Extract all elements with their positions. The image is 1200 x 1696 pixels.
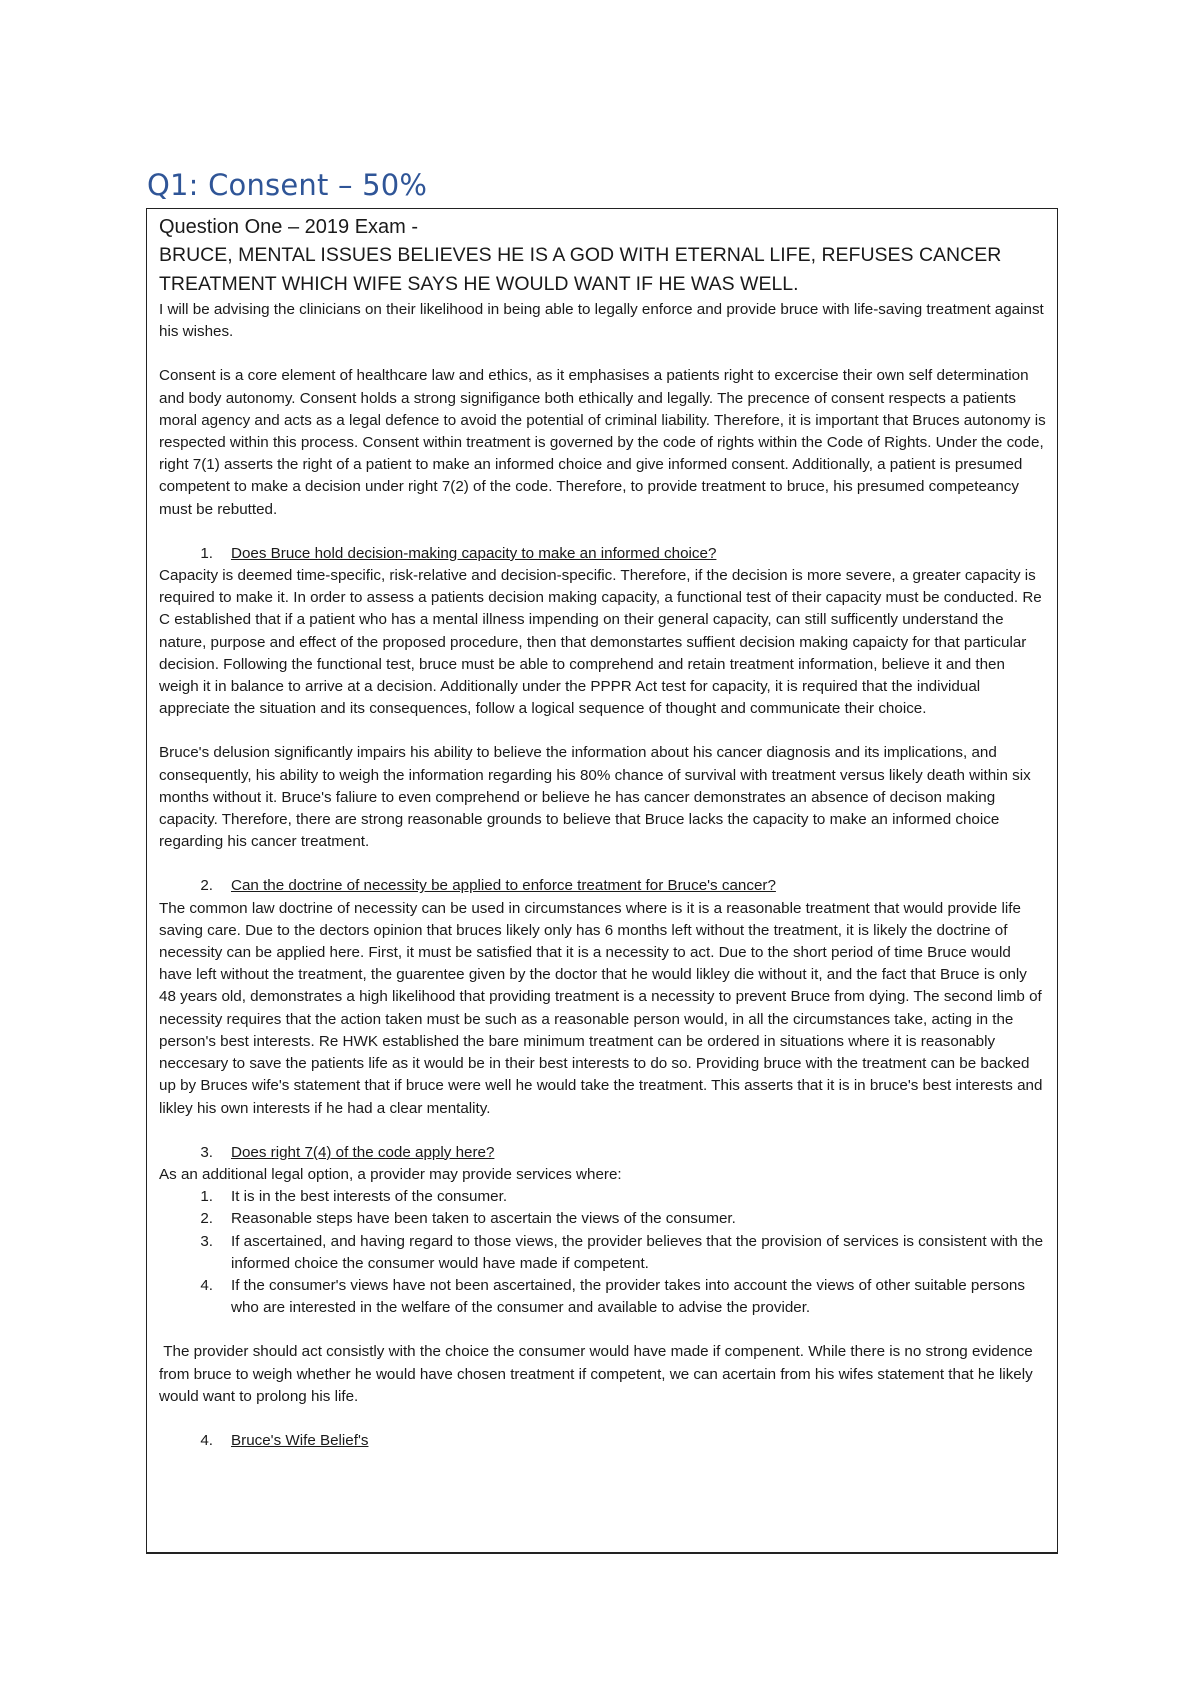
- section-title: Does Bruce hold decision-making capacity to make an informed choice?: [231, 544, 717, 562]
- question-title: Question One – 2019 Exam -: [159, 216, 419, 238]
- list-text: If ascertained, and having regard to those views, the provider believes that the provision of services is consistent with the informed choice the consumer would have made if competent.: [231, 1232, 1044, 1272]
- section-3-paragraph: The provider should act consistly with the choice the consumer would have made if compenent. While there is no strong evidence from bruce to weigh whether he would have chosen treatment if competent, we can acertain from his wifes statement that he likely would want to prolong his life.: [159, 1343, 1037, 1405]
- list-number: 3.: [200, 1232, 213, 1250]
- section-number: 4.: [200, 1431, 213, 1449]
- answer-box: [146, 208, 1058, 1554]
- section-1-paragraph: Capacity is deemed time-specific, risk-relative and decision-specific. Therefore, if the decision is more severe, a greater capacity is required to make it. In order to assess a patients decision making capacity, a functional test of their capacity must be conducted. Re C established that if a patient who has a mental illness impending on their general capacity, can still sufficently understand the nature, purpose and effect of the proposed procedure, then that demonstartes suffient decision making capaicty for that particular decision. Following the functional test, bruce must be able to comprehend and retain treatment information, believe it and then weigh it in balance to arrive at a decision. Additionally under the PPPR Act test for capacity, it is required that the individual appreciate the situation and its consequences, follow a logical sequence of thought and communicate their choice.: [159, 567, 1042, 718]
- section-2-paragraph: The common law doctrine of necessity can be used in circumstances where is it is a reasonable treatment that would provide life saving care. Due to the dectors opinion that bruces likely only has 6 months left without the treatment, it is likely the doctrine of necessity can be applied here. First, it must be satisfied that it is a necessity to act. Due to the short period of time Bruce would have left without the treatment, the guarentee given by the doctor that he would likley die without it, and the fact that Bruce is only 48 years old, demonstrates a high likelihood that providing treatment is a necessity to prevent Bruce from dying. The second limb of necessity requires that the action taken must be such as a reasonable person would, in all the circumstances take, acting in the person's best interests. Re HWK established the bare minimum treatment can be ordered in situations where it is reasonably neccesary to save the patients life as it would be in their best interests to do so. Providing bruce with the treatment can be backed up by Bruces wife's statement that if bruce were well he would take the treatment. This asserts that it is in bruce's best interests and likley his own interests if he had a clear mentality.: [159, 899, 1043, 1117]
- list-item: [159, 1208, 1047, 1230]
- intro-paragraph: I will be advising the clinicians on their likelihood in being able to legally enforce and provide bruce with life-saving treatment against his wishes.: [159, 301, 1044, 341]
- list-text: Reasonable steps have been taken to ascertain the views of the consumer.: [231, 1210, 736, 1228]
- list-number: 2.: [200, 1210, 213, 1228]
- section-number: 2.: [200, 877, 213, 895]
- section-number: 1.: [200, 544, 213, 562]
- page-heading: Q1: Consent – 50%: [147, 168, 428, 202]
- consent-paragraph: Consent is a core element of healthcare law and ethics, as it emphasises a patients right to excercise their own self determination and body autonomy. Consent holds a strong signifigance both ethically and legally. The precence of consent respects a patients moral agency and acts as a legal defence to avoid the potential of criminal liability. Therefore, it is important that Bruces autonomy is respected within this process. Consent within treatment is governed by the code of rights within the Code of Rights. Under the code, right 7(1) asserts the right of a patient to make an informed choice and give informed consent. Additionally, a patient is presumed competent to make a decision under right 7(2) of the code. Therefore, to provide treatment to bruce, his presumed competeancy must be rebutted.: [159, 367, 1046, 518]
- list-text: If the consumer's views have not been ascertained, the provider takes into account the views of other suitable persons who are interested in the welfare of the consumer and available to advise the provider.: [231, 1276, 1025, 1317]
- section-heading-1: [159, 543, 1047, 565]
- list-number: 1.: [200, 1188, 213, 1206]
- list-text: It is in the best interests of the consumer.: [231, 1188, 508, 1206]
- list-number: 4.: [200, 1276, 213, 1294]
- list-item: [159, 1231, 1047, 1275]
- section-heading-3: [159, 1142, 1047, 1164]
- section-3-lead: As an additional legal option, a provider may provide services where:: [159, 1165, 622, 1183]
- section-number: 3.: [200, 1143, 213, 1161]
- section-title: Can the doctrine of necessity be applied to enforce treatment for Bruce's cancer?: [231, 877, 776, 895]
- case-summary: BRUCE, MENTAL ISSUES BELIEVES HE IS A GOD WITH ETERNAL LIFE, REFUSES CANCER TREATMENT WHICH WIFE SAYS HE WOULD WANT IF HE WAS WELL.: [159, 244, 1002, 295]
- section-heading-4: [159, 1430, 1047, 1452]
- list-item: [159, 1186, 1047, 1208]
- section-heading-2: [159, 875, 1047, 897]
- section-1-paragraph: Bruce's delusion significantly impairs his ability to believe the information about his cancer diagnosis and its implications, and consequently, his ability to weigh the information regarding his 80% chance of survival with treatment versus likely death within six months without it. Bruce's faliure to even comprehend or believe he has cancer demonstrates an absence of decison making capacity. Therefore, there are strong reasonable grounds to believe that Bruce lacks the capacity to make an informed choice regarding his cancer treatment.: [159, 744, 1031, 851]
- section-title: Does right 7(4) of the code apply here?: [231, 1143, 495, 1161]
- section-title: Bruce's Wife Belief's: [231, 1431, 369, 1449]
- list-item: [159, 1275, 1047, 1319]
